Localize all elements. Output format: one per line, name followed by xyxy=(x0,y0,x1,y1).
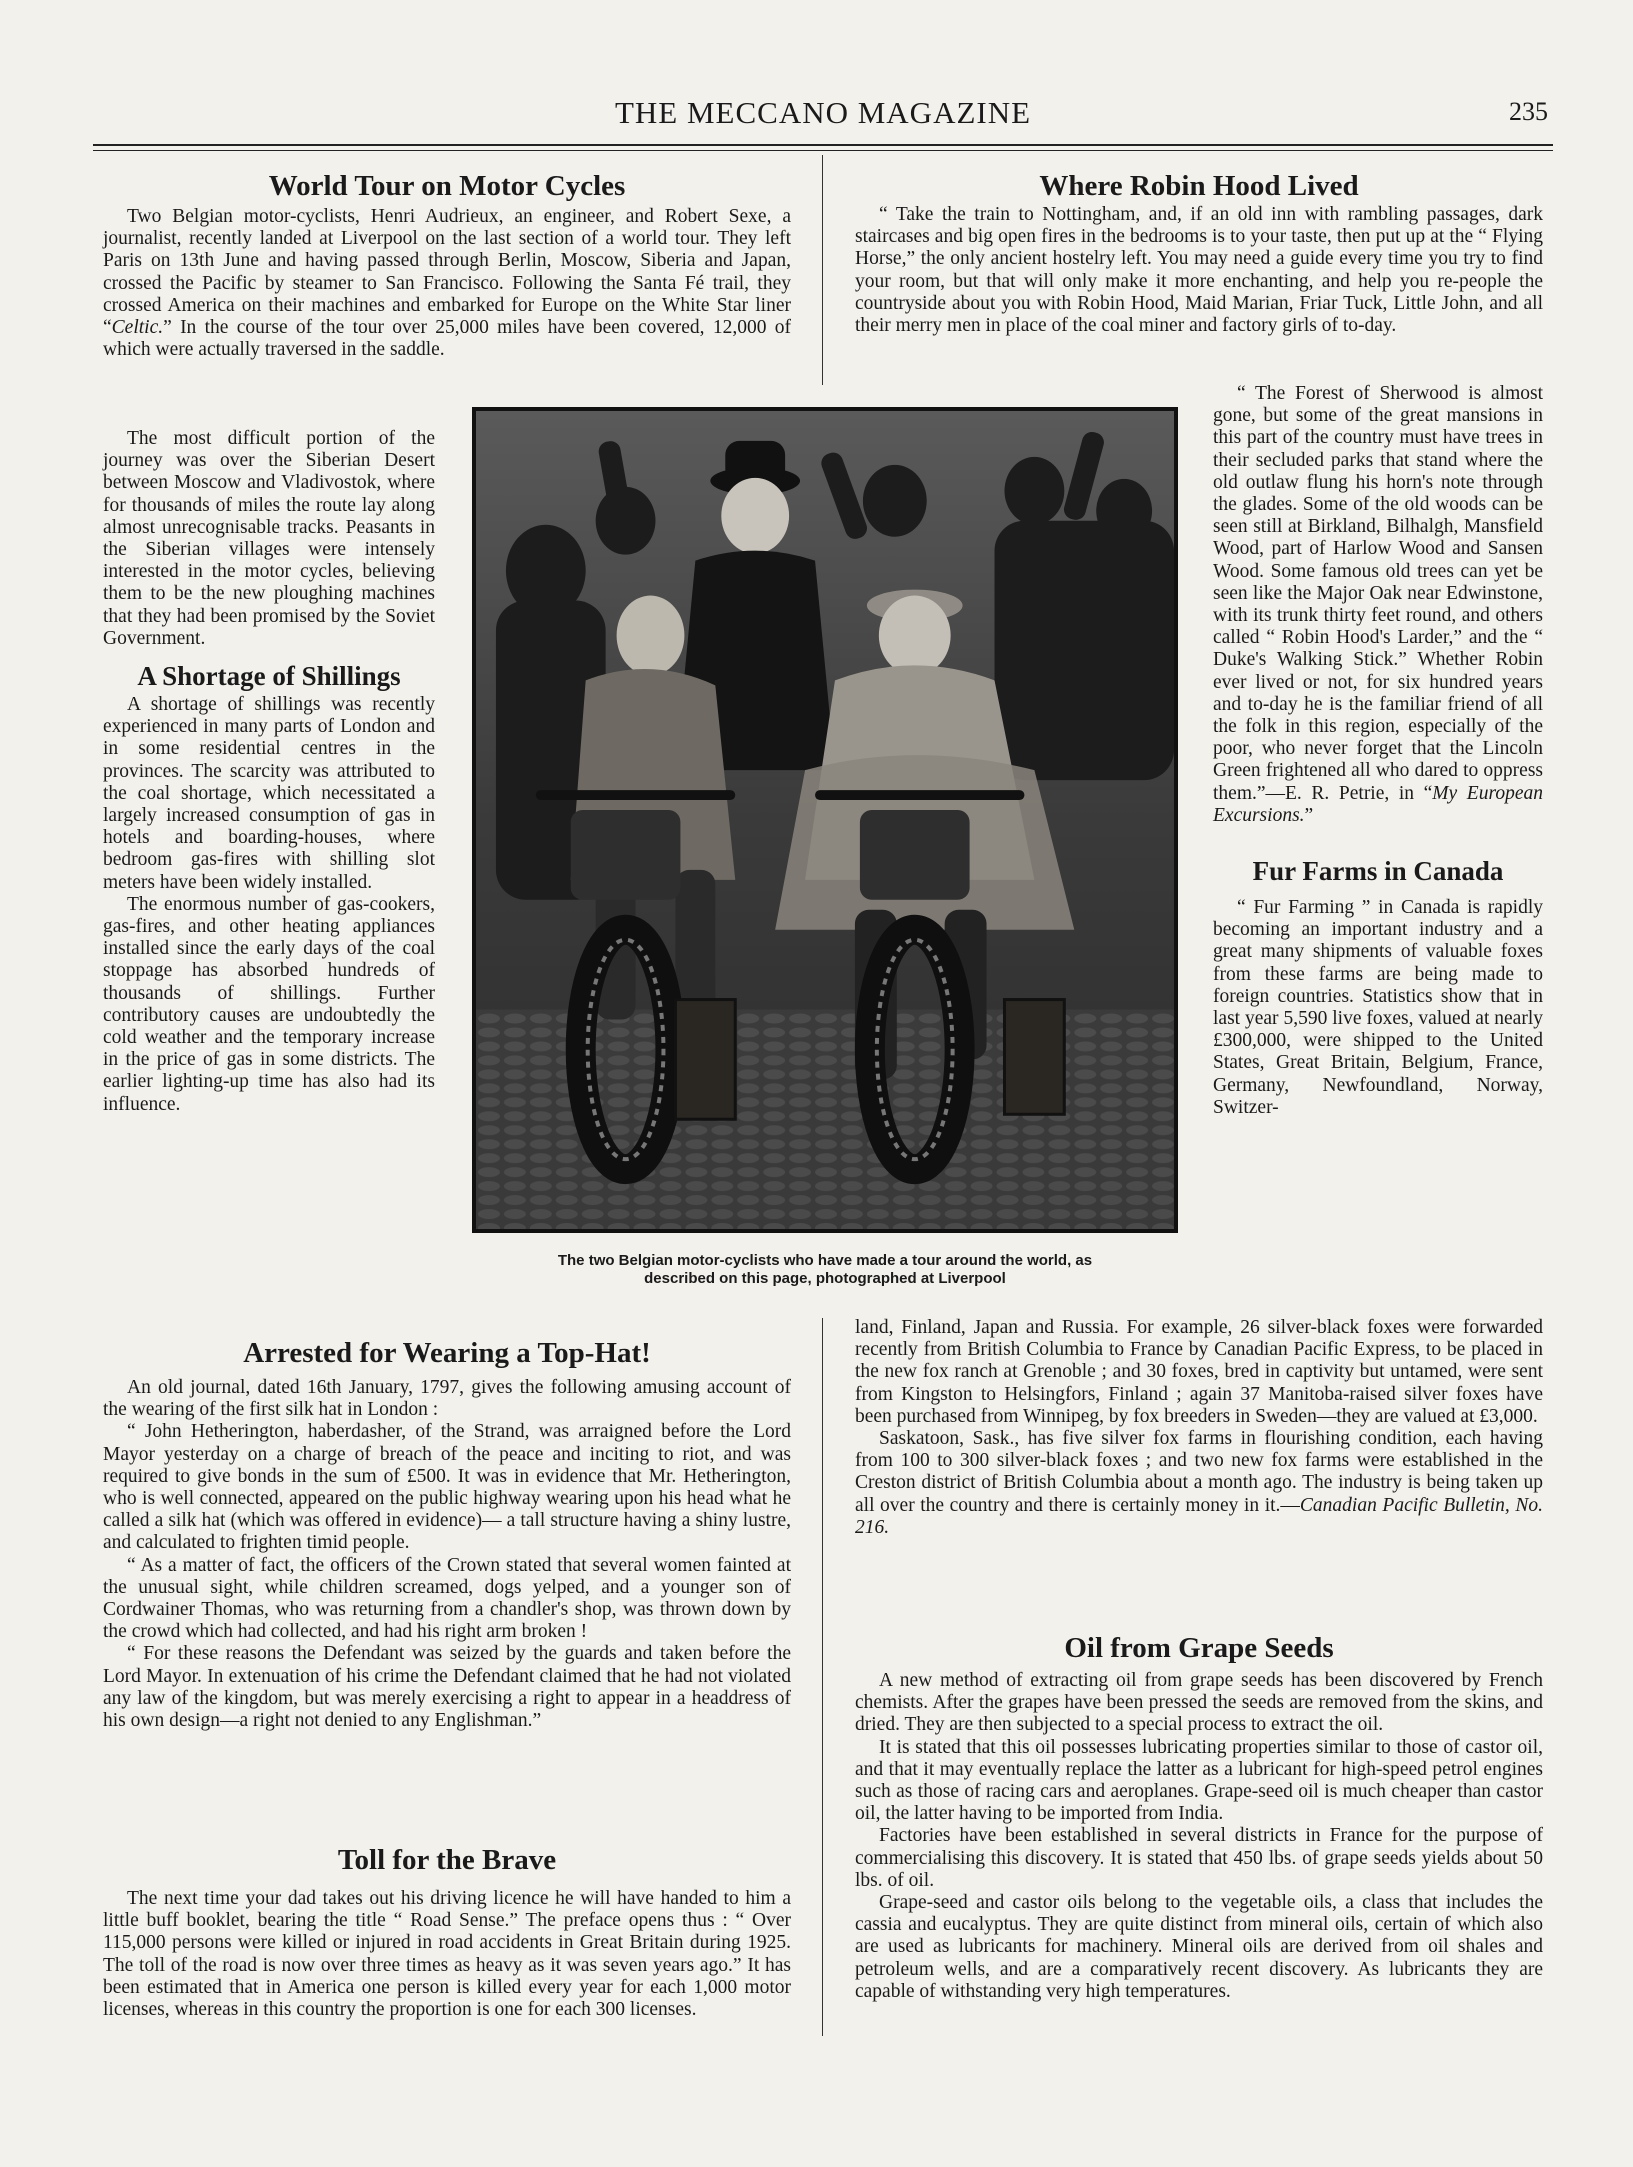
paragraph: “ For these reasons the Defendant was seized by the guards and taken before the Lord Mayor. In extenuation of his crime the Defendant claimed that he had not violated any law of the kingdom, but was merely exercising a right to appear in a headdress of his own design—a right not denied to any Englishman.” xyxy=(103,1643,791,1732)
paragraph: Grape-seed and castor oils belong to the vegetable oils, a class that includes the cassia and eucalyptus. They are quite distinct from mineral oils, certain of which also are used as lubricants for machinery. Mineral oils are derived from oil shales and petroleum wells, and are a comparatively recent discovery. As lubricants they are capable of withstanding very high temperatures. xyxy=(855,1892,1543,2002)
source-citation: Canadian Pacific Bulletin, No. 216. xyxy=(855,1494,1543,1538)
article-heading: Toll for the Brave xyxy=(337,1844,557,1876)
paragraph: “ The Forest of Sherwood is almost gone, but some of the great mansions in this part of the country must have trees in their secluded parks that stand where the old outlaw flung his horn's note through the glades. Some of the old woods can be seen still at Birkland, Bilhalgh, Mansfield Wood, part of Harlow Wood and Sansen Wood. Some famous old trees can yet be seen like the Major Oak near Edwinstone, with its trunk thirty feet round, and others called “ Robin Hood's Larder,” and the “ Duke's Walking Stick.” Whether Robin ever lived or not, for six hundred years and to-day he is the familiar friend of all the folk in this region, especially of the poor, who never forget that the Lincoln Green frightened all who dared to oppress them.”—E. R. Petrie, in “My European Excursions.” xyxy=(1213,383,1543,826)
article-heading: Oil from Grape Seeds xyxy=(1064,1632,1334,1664)
article-heading: Fur Farms in Canada xyxy=(1252,856,1504,887)
caption-line: described on this page, photographed at Liverpool xyxy=(644,1270,1006,1287)
caption-line: The two Belgian motor-cyclists who have made a tour around the world, as xyxy=(557,1252,1093,1269)
article-world-tour xyxy=(103,168,791,204)
paragraph: “ Take the train to Nottingham, and, if an old inn with rambling passages, dark staircases and big open fires in the bedrooms is to your taste, then put up at the “ Flying Horse,” the only ancient hostelry left. You may need a guide every time you try to find your room, but that will only make it more enchanting, and help you re-people the countryside about you with Robin Hood, Maid Marian, Friar Tuck, Little John, and all their merry men in place of the coal miner and factory girls of to-day. xyxy=(855,204,1543,337)
motorcyclists-photo xyxy=(472,407,1178,1233)
article-heading: World Tour on Motor Cycles xyxy=(268,170,626,202)
paragraph: Saskatoon, Sask., has five silver fox farms in flourishing condition, each having from 100 to 300 silver-black foxes ; and two new fox farms were established in the Creston district of British Columbia about a month ago. The industry is being taken up all over the country and there is certainly money in it.—Canadian Pacific Bulletin, No. 216. xyxy=(855,1428,1543,1538)
paragraph: “ Fur Farming ” in Canada is rapidly becoming an important industry and a great many shipments of valuable foxes from these farms are being made to foreign countries. Statistics show that in last year 5,590 live foxes, valued at nearly £300,000, were shipped to the United States, Great Britain, Belgium, France, Germany, Newfoundland, Norway, Switzer- xyxy=(1213,897,1543,1118)
paragraph: land, Finland, Japan and Russia. For example, 26 silver-black foxes were forwarded recently from British Columbia to France by Canadian Pacific Express, to be placed in the new fox ranch at Grenoble ; and 30 foxes, bred in captivity but untamed, were sent from Kingston to Helsingfors, Finland ; again 37 Manitoba-raised silver foxes have been purchased from Winnipeg, by fox breeders in Sweden—they are valued at £3,000. xyxy=(855,1317,1543,1427)
paragraph: It is stated that this oil possesses lubricating properties similar to those of castor oil, and that it may eventually replace the latter as a lubricant for high-speed petrol engines such as those of racing cars and aeroplanes. Grape-seed oil is much cheaper than castor oil, the latter having to be imported from India. xyxy=(855,1736,1543,1825)
header-rule-thin xyxy=(93,150,1553,151)
masthead xyxy=(93,95,1553,145)
right-narrow-column xyxy=(1213,383,1543,1119)
paragraph: Two Belgian motor-cyclists, Henri Audrieux, an engineer, and Robert Sexe, a journalist, recently landed at Liverpool on the last section of a world tour. They left Paris on 13th June and having passed through Berlin, Moscow, Siberia and Japan, crossed the Pacific by steamer to San Francisco. Following the Santa Fé trail, they crossed America on their machines and embarked for Europe on the White Star liner “Celtic.” In the course of the tour over 25,000 miles have been covered, 12,000 of which were actually traversed in the saddle. xyxy=(103,206,791,361)
page-number: 235 xyxy=(1509,97,1548,126)
article-heading: A Shortage of Shillings xyxy=(137,661,401,692)
article-robin-hood xyxy=(855,168,1543,337)
ship-name: Celtic. xyxy=(111,317,164,339)
article-grape-oil xyxy=(855,1630,1543,2003)
column-divider-bottom xyxy=(822,1318,823,2036)
book-title: My European Excursions. xyxy=(1213,782,1543,826)
paragraph: Factories have been established in several districts in France for the purpose of commercialising this discovery. It is stated that 450 lbs. of grape seeds yields about 50 lbs. of oil. xyxy=(855,1825,1543,1891)
paragraph: A new method of extracting oil from grape seeds has been discovered by French chemists. After the grapes have been pressed the seeds are removed from the skins, and dried. They are then subjected to a special process to extract the oil. xyxy=(855,1670,1543,1736)
world-tour-body-wide xyxy=(103,206,791,361)
photo-caption xyxy=(472,1252,1178,1288)
article-toll xyxy=(103,1842,791,2021)
paragraph: The most difficult portion of the journey was over the Siberian Desert between Moscow and Vladivostok, where for thousands of miles the route lay along almost unrecognisable tracks. Peasants in the Siberian villages were intensely interested in the motor cycles, believing them to be the new ploughing machines that they had been promised by the Soviet Government. xyxy=(103,428,435,649)
article-top-hat xyxy=(103,1335,791,1732)
paragraph: “ As a matter of fact, the officers of the Crown stated that several women fainted at the unusual sight, while children screamed, dogs yelped, and a younger son of Cordwainer Thomas, who was returning from a chandler's shop, was thrown down by the crowd which had collected, and had his right arm broken ! xyxy=(103,1554,791,1643)
header-rule xyxy=(93,144,1553,146)
paragraph: The enormous number of gas-cookers, gas-fires, and other heating appliances installed since the early days of the coal stoppage has absorbed hundreds of thousands of shillings. Further contributory causes are undoubtedly the cold weather and the temporary increase in the price of gas in some districts. The earlier lighting-up time has also had its influence. xyxy=(103,893,435,1115)
paragraph: An old journal, dated 16th January, 1797, gives the following amusing account of the wearing of the first silk hat in London : xyxy=(103,1377,791,1421)
column-divider-top xyxy=(822,155,823,385)
paragraph: The next time your dad takes out his driving licence he will have handed to him a little buff booklet, bearing the title “ Road Sense.” The preface opens thus : “ Over 115,000 persons were killed or injured in road accidents in Great Britain during 1925. The toll of the road is now over three times as heavy as it was seven years ago.” It has been estimated that in America one person is killed every year for each 1,000 motor licenses, whereas in this country the proportion is one for each 300 licenses. xyxy=(103,1888,791,2021)
paragraph: A shortage of shillings was recently experienced in many parts of London and in some residential centres in the provinces. The scarcity was attributed to the coal shortage, which necessitated a largely increased consumption of gas in hotels and boarding-houses, where bedroom gas-fires with shilling slot meters have been widely installed. xyxy=(103,694,435,893)
magazine-title: THE MECCANO MAGAZINE xyxy=(614,95,1032,130)
article-heading: Arrested for Wearing a Top-Hat! xyxy=(243,1337,651,1369)
fur-farms-continued xyxy=(855,1317,1543,1539)
paragraph: “ John Hetherington, haberdasher, of the Strand, was arraigned before the Lord Mayor yesterday on a charge of breach of the peace and inciting to riot, and was required to give bonds in the sum of £500. It was in evidence that Mr. Hetherington, who is well connected, appeared on the public highway wearing upon his head what he called a silk hat (which was offered in evidence)— a tall structure having a shiny lustre, and calculated to frighten timid people. xyxy=(103,1421,791,1554)
left-narrow-column xyxy=(103,428,435,1116)
article-heading: Where Robin Hood Lived xyxy=(1039,170,1359,202)
photo-illustration xyxy=(476,411,1174,1229)
